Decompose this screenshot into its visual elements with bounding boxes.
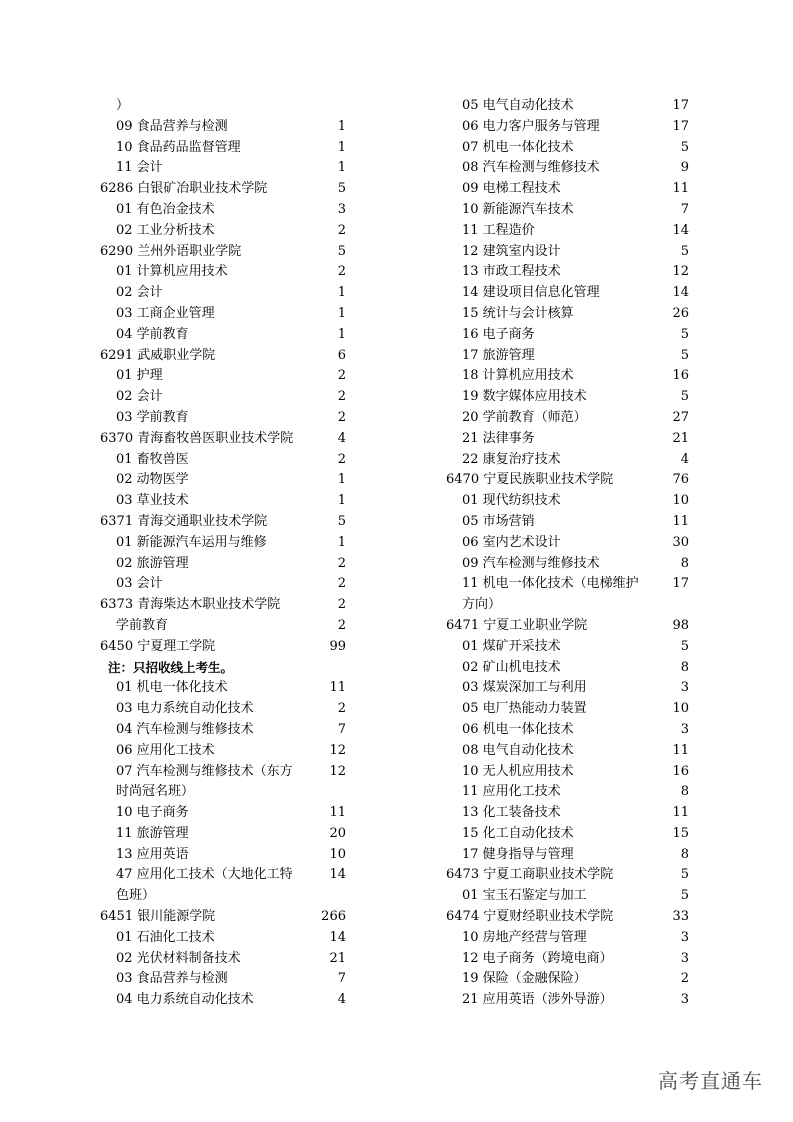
major-name: 01 新能源汽车运用与维修 — [116, 534, 267, 550]
major-row — [446, 325, 689, 346]
quota-count: 1 — [337, 534, 346, 550]
major-row — [100, 138, 346, 159]
major-name: 01 石油化工技术 — [116, 929, 215, 945]
major-row — [446, 242, 689, 263]
major-name: 10 无人机应用技术 — [462, 763, 574, 779]
major-name: 05 电厂热能动力装置 — [462, 701, 587, 717]
quota-count: 1 — [337, 285, 346, 301]
quota-count: 4 — [337, 992, 346, 1008]
quota-count: 14 — [672, 222, 689, 238]
institution-name: 6450 宁夏理工学院 — [100, 638, 216, 654]
major-name: 13 应用英语 — [116, 846, 189, 862]
quota-count: 2 — [337, 389, 346, 405]
quota-count: 15 — [672, 825, 689, 841]
major-name: 21 应用英语（涉外导游） — [462, 992, 613, 1008]
institution-name: 6474 宁夏财经职业技术学院 — [446, 909, 614, 925]
left-column — [100, 96, 346, 1011]
major-row — [100, 554, 346, 575]
major-name: 47 应用化工技术（大地化工特 — [116, 867, 293, 883]
institution-name: 6286 白银矿冶职业技术学院 — [100, 181, 268, 197]
quota-count: 21 — [672, 430, 689, 446]
major-row — [100, 824, 346, 845]
right-column — [446, 96, 689, 1011]
major-row — [100, 865, 346, 886]
quota-count: 7 — [680, 201, 689, 217]
major-row — [446, 658, 689, 679]
major-name: 03 煤炭深加工与利用 — [462, 680, 587, 696]
major-row — [446, 283, 689, 304]
major-row — [446, 262, 689, 283]
quota-count: 5 — [680, 867, 689, 883]
major-row — [446, 782, 689, 803]
quota-count: 1 — [337, 305, 346, 321]
major-name: 09 电梯工程技术 — [462, 181, 561, 197]
major-row — [100, 408, 346, 429]
quota-count: 5 — [337, 513, 346, 529]
major-row — [446, 699, 689, 720]
major-name: 11 旅游管理 — [116, 825, 189, 841]
major-row — [100, 699, 346, 720]
quota-count: 1 — [337, 326, 346, 342]
major-name: 01 有色冶金技术 — [116, 201, 215, 217]
quota-count: 33 — [672, 909, 689, 925]
continuation-row — [100, 886, 346, 907]
quota-count: 14 — [329, 929, 346, 945]
quota-count: 10 — [672, 701, 689, 717]
major-row — [446, 845, 689, 866]
major-row — [100, 283, 346, 304]
major-row — [446, 387, 689, 408]
major-name: 02 会计 — [116, 285, 163, 301]
major-row — [100, 762, 346, 783]
quota-count: 12 — [329, 742, 346, 758]
quota-count: 2 — [337, 222, 346, 238]
major-row — [446, 200, 689, 221]
major-name: 15 化工自动化技术 — [462, 825, 574, 841]
quota-count: 4 — [680, 451, 689, 467]
major-row — [100, 533, 346, 554]
quota-count: 11 — [329, 805, 346, 821]
major-row — [446, 491, 689, 512]
institution-name: 6371 青海交通职业技术学院 — [100, 513, 268, 529]
institution-row — [446, 865, 689, 886]
continuation-row — [100, 96, 346, 117]
institution-row — [446, 470, 689, 491]
quota-count: 5 — [680, 888, 689, 904]
major-name: 09 食品营养与检测 — [116, 118, 228, 134]
major-row — [446, 990, 689, 1011]
institution-row — [100, 637, 346, 658]
major-name: 03 工商企业管理 — [116, 305, 215, 321]
major-row — [100, 325, 346, 346]
major-name: 01 护理 — [116, 368, 163, 384]
major-row — [100, 450, 346, 471]
major-name: 14 建设项目信息化管理 — [462, 285, 600, 301]
major-row — [100, 720, 346, 741]
major-row — [446, 949, 689, 970]
quota-count: 3 — [680, 721, 689, 737]
quota-count: 14 — [672, 285, 689, 301]
quota-count: 3 — [680, 950, 689, 966]
major-row — [446, 762, 689, 783]
major-row — [100, 574, 346, 595]
institution-name: 6290 兰州外语职业学院 — [100, 243, 242, 259]
institution-name: 6473 宁夏工商职业技术学院 — [446, 867, 614, 883]
quota-count: 10 — [329, 846, 346, 862]
continuation-row — [100, 782, 346, 803]
quota-count: 2 — [337, 555, 346, 571]
major-row — [100, 969, 346, 990]
major-name: 07 汽车检测与维修技术（东方 — [116, 763, 293, 779]
major-name: 20 学前教育（师范） — [462, 409, 587, 425]
quota-count: 2 — [680, 971, 689, 987]
major-row — [446, 117, 689, 138]
major-name: 02 会计 — [116, 389, 163, 405]
quota-count: 5 — [680, 139, 689, 155]
institution-row — [100, 595, 346, 616]
major-row — [100, 678, 346, 699]
quota-count: 7 — [337, 721, 346, 737]
quota-count: 10 — [672, 493, 689, 509]
major-name: 16 电子商务 — [462, 326, 535, 342]
quota-count: 3 — [680, 929, 689, 945]
quota-count: 76 — [672, 472, 689, 488]
major-name: 01 煤矿开采技术 — [462, 638, 561, 654]
major-name: 15 统计与会计核算 — [462, 305, 574, 321]
major-row — [100, 304, 346, 325]
quota-count: 11 — [329, 680, 346, 696]
quota-count: 2 — [337, 576, 346, 592]
major-row — [100, 158, 346, 179]
major-row — [446, 886, 689, 907]
major-row — [446, 928, 689, 949]
institution-row — [446, 616, 689, 637]
quota-count: 9 — [680, 160, 689, 176]
major-row — [446, 574, 689, 595]
major-row — [446, 512, 689, 533]
major-name: 05 市场营销 — [462, 513, 535, 529]
major-name: 22 康复治疗技术 — [462, 451, 561, 467]
major-name: 18 计算机应用技术 — [462, 368, 574, 384]
institution-row — [100, 512, 346, 533]
quota-count: 1 — [337, 139, 346, 155]
quota-count: 3 — [337, 201, 346, 217]
major-row — [446, 533, 689, 554]
major-row — [100, 200, 346, 221]
major-row — [446, 138, 689, 159]
quota-count: 17 — [672, 98, 689, 113]
major-row — [446, 741, 689, 762]
major-row — [446, 450, 689, 471]
major-name: 10 电子商务 — [116, 805, 189, 821]
major-row — [446, 304, 689, 325]
major-row — [446, 429, 689, 450]
major-row — [446, 720, 689, 741]
major-row — [100, 387, 346, 408]
quota-count: 1 — [337, 118, 346, 134]
major-name: 04 电力系统自动化技术 — [116, 992, 254, 1008]
quota-count: 5 — [680, 326, 689, 342]
quota-count: 5 — [680, 389, 689, 405]
major-name: 17 旅游管理 — [462, 347, 535, 363]
major-row — [446, 969, 689, 990]
major-row — [446, 678, 689, 699]
quota-count: 2 — [337, 368, 346, 384]
quota-count: 2 — [337, 701, 346, 717]
major-name: 10 食品药品监督管理 — [116, 139, 241, 155]
quota-count: 21 — [329, 950, 346, 966]
major-row — [446, 803, 689, 824]
major-name: 09 汽车检测与维修技术 — [462, 555, 600, 571]
quota-count: 5 — [680, 243, 689, 259]
major-name: 04 汽车检测与维修技术 — [116, 721, 254, 737]
major-name: 色班） — [116, 888, 156, 904]
institution-row — [100, 907, 346, 928]
quota-count: 3 — [680, 680, 689, 696]
quota-count: 16 — [672, 368, 689, 384]
major-row — [100, 928, 346, 949]
quota-count: 2 — [337, 597, 346, 613]
major-name: 10 新能源汽车技术 — [462, 201, 574, 217]
quota-count: 99 — [329, 638, 346, 654]
major-name: 19 数字媒体应用技术 — [462, 389, 587, 405]
major-name: 02 光伏材料制备技术 — [116, 950, 241, 966]
institution-row — [100, 242, 346, 263]
quota-count: 2 — [337, 451, 346, 467]
major-row — [446, 366, 689, 387]
quota-count: 11 — [672, 742, 689, 758]
watermark: 高考直通车 — [658, 1069, 763, 1093]
institution-row — [100, 179, 346, 200]
quota-count: 14 — [329, 867, 346, 883]
quota-count: 12 — [672, 264, 689, 280]
note-text: 注：只招收线上考生。 — [108, 659, 234, 675]
major-name: 01 机电一体化技术 — [116, 680, 228, 696]
major-name: 04 学前教育 — [116, 326, 189, 342]
major-name: 03 会计 — [116, 576, 163, 592]
quota-count: 16 — [672, 763, 689, 779]
major-name: 19 保险（金融保险） — [462, 971, 587, 987]
continuation-row — [446, 595, 689, 616]
major-name: 12 电子商务（跨境电商） — [462, 950, 613, 966]
institution-name: 6470 宁夏民族职业技术学院 — [446, 472, 614, 488]
major-row — [100, 949, 346, 970]
major-name: 02 矿山机电技术 — [462, 659, 561, 675]
quota-count: 5 — [680, 638, 689, 654]
major-row — [446, 824, 689, 845]
major-name: 17 健身指导与管理 — [462, 846, 574, 862]
quota-count: 17 — [672, 118, 689, 134]
institution-row — [446, 907, 689, 928]
quota-count: 20 — [329, 825, 346, 841]
major-row — [100, 845, 346, 866]
major-name: 06 室内艺术设计 — [462, 534, 561, 550]
major-name: 06 电力客户服务与管理 — [462, 118, 600, 134]
major-name: 02 旅游管理 — [116, 555, 189, 571]
major-row — [446, 408, 689, 429]
major-row — [100, 803, 346, 824]
major-name: 21 法律事务 — [462, 430, 535, 446]
quota-count: 27 — [672, 409, 689, 425]
quota-count: 7 — [337, 971, 346, 987]
quota-count: 17 — [672, 576, 689, 592]
institution-name: 6291 武威职业学院 — [100, 347, 216, 363]
major-row — [100, 470, 346, 491]
major-row — [446, 96, 689, 117]
quota-count: 266 — [321, 909, 346, 925]
major-name: 01 宝玉石鉴定与加工 — [462, 888, 587, 904]
major-name: 11 会计 — [116, 160, 163, 176]
major-name: 07 机电一体化技术 — [462, 139, 574, 155]
major-name: 10 房地产经营与管理 — [462, 929, 587, 945]
major-name: 时尚冠名班） — [116, 784, 195, 800]
major-row — [100, 117, 346, 138]
major-name: 13 化工装备技术 — [462, 805, 561, 821]
major-name: 06 机电一体化技术 — [462, 721, 574, 737]
major-name: ） — [116, 98, 130, 113]
major-name: 08 电气自动化技术 — [462, 742, 574, 758]
major-name: 05 电气自动化技术 — [462, 98, 574, 113]
quota-count: 30 — [672, 534, 689, 550]
major-name: 12 建筑室内设计 — [462, 243, 561, 259]
quota-count: 1 — [337, 493, 346, 509]
quota-count: 5 — [337, 181, 346, 197]
quota-count: 12 — [329, 763, 346, 779]
major-name: 03 草业技术 — [116, 493, 189, 509]
major-row — [100, 262, 346, 283]
quota-count: 6 — [337, 347, 346, 363]
institution-name: 6373 青海柴达木职业技术学院 — [100, 597, 281, 613]
major-name: 03 食品营养与检测 — [116, 971, 228, 987]
major-row — [100, 616, 346, 637]
quota-count: 8 — [680, 659, 689, 675]
major-name: 01 畜牧兽医 — [116, 451, 189, 467]
quota-count: 26 — [672, 305, 689, 321]
quota-count: 11 — [672, 805, 689, 821]
major-row — [446, 158, 689, 179]
institution-row — [100, 346, 346, 367]
major-name: 02 工业分析技术 — [116, 222, 215, 238]
institution-name: 6451 银川能源学院 — [100, 909, 216, 925]
major-name: 02 动物医学 — [116, 472, 189, 488]
quota-count: 5 — [680, 347, 689, 363]
major-name: 03 电力系统自动化技术 — [116, 701, 254, 717]
quota-count: 4 — [337, 430, 346, 446]
quota-count: 8 — [680, 846, 689, 862]
quota-count: 11 — [672, 181, 689, 197]
major-name: 01 计算机应用技术 — [116, 264, 228, 280]
quota-count: 98 — [672, 617, 689, 633]
quota-count: 2 — [337, 264, 346, 280]
major-name: 11 工程造价 — [462, 222, 535, 238]
quota-count: 2 — [337, 617, 346, 633]
major-name: 06 应用化工技术 — [116, 742, 215, 758]
major-row — [100, 741, 346, 762]
major-name: 11 应用化工技术 — [462, 784, 561, 800]
major-name: 08 汽车检测与维修技术 — [462, 160, 600, 176]
major-row — [100, 990, 346, 1011]
major-row — [100, 491, 346, 512]
major-row — [446, 221, 689, 242]
major-row — [446, 637, 689, 658]
major-row — [446, 179, 689, 200]
quota-count: 3 — [680, 992, 689, 1008]
institution-name: 6370 青海畜牧兽医职业技术学院 — [100, 430, 294, 446]
major-name: 13 市政工程技术 — [462, 264, 561, 280]
major-row — [446, 554, 689, 575]
major-name: 11 机电一体化技术（电梯维护 — [462, 576, 639, 592]
quota-count: 8 — [680, 784, 689, 800]
quota-count: 1 — [337, 472, 346, 488]
note-row — [100, 658, 346, 679]
quota-count: 1 — [337, 160, 346, 176]
major-name: 03 学前教育 — [116, 409, 189, 425]
quota-count: 5 — [337, 243, 346, 259]
institution-row — [100, 429, 346, 450]
quota-count: 8 — [680, 555, 689, 571]
major-row — [446, 346, 689, 367]
major-name: 方向） — [462, 597, 502, 613]
institution-name: 6471 宁夏工业职业学院 — [446, 617, 588, 633]
major-row — [100, 221, 346, 242]
quota-count: 11 — [672, 513, 689, 529]
major-row — [100, 366, 346, 387]
quota-count: 2 — [337, 409, 346, 425]
major-name: 学前教育 — [116, 617, 169, 633]
major-name: 01 现代纺织技术 — [462, 493, 561, 509]
